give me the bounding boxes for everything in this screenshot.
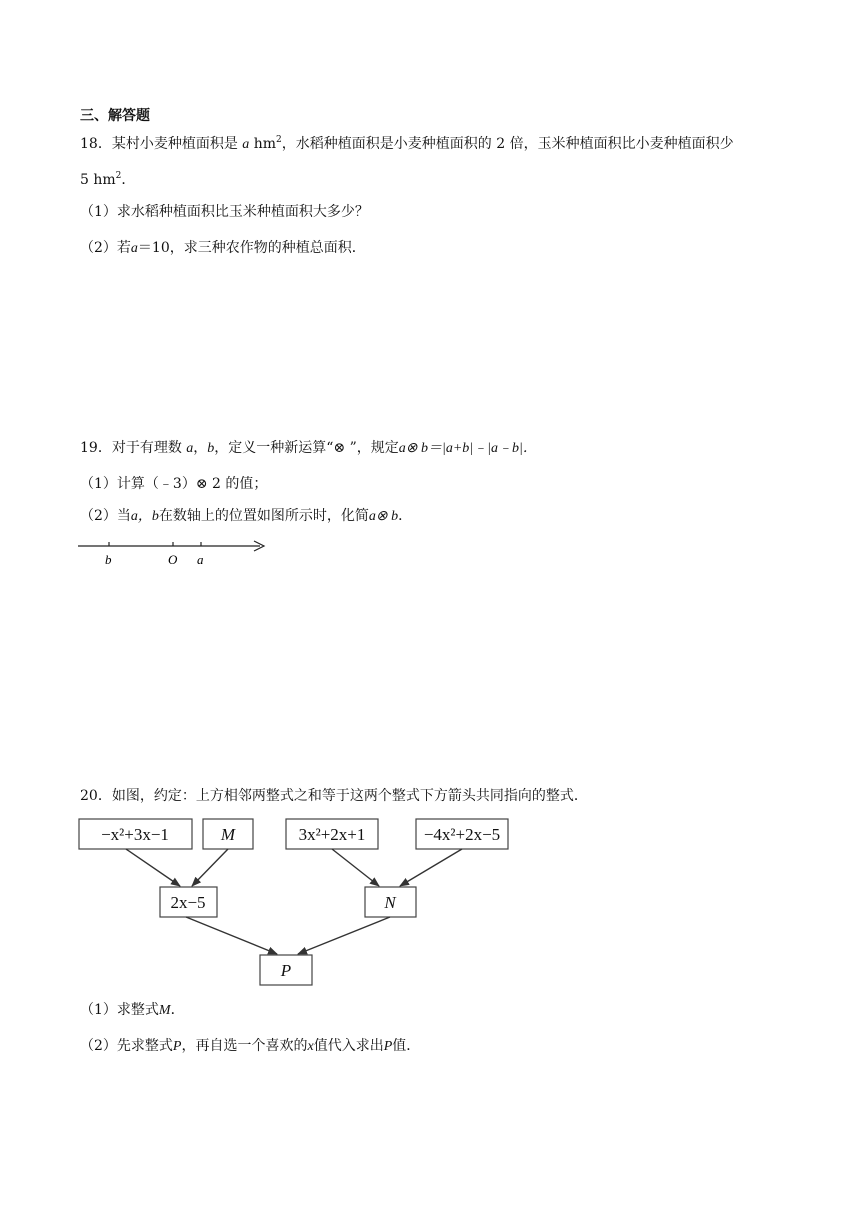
arrow-midn-p xyxy=(298,917,390,954)
expr-bottom-p: P xyxy=(280,961,292,980)
arrow-top4-midn xyxy=(400,849,462,886)
q19-text-a: 对于有理数 xyxy=(111,440,182,456)
q20-part1 xyxy=(80,1000,185,1021)
q19-part1: （1）计算（﹣3）⊗ 2 的值； xyxy=(80,476,268,492)
q20-part2-mid: ，再自选一个喜欢的 xyxy=(181,1038,308,1054)
q19-formula: a⊗ b＝|a+b|﹣|a﹣b|． xyxy=(398,441,537,456)
q18-part2-pre: （2）若 xyxy=(80,240,131,256)
polynomial-tree-diagram xyxy=(76,816,516,992)
number-line-figure xyxy=(76,538,276,570)
unit-hm-2: hm xyxy=(93,172,116,188)
expr-mid-n: N xyxy=(384,893,396,912)
q18-part2 xyxy=(80,238,366,259)
q18-number-5: 5 xyxy=(80,172,89,188)
q20-number: 20． xyxy=(80,788,112,804)
expr-top-4: −4x²+2x−5 xyxy=(423,825,501,844)
var-a: a xyxy=(242,137,250,152)
unit-exponent-2: 2 xyxy=(115,171,122,181)
q18-part2-eq: ＝10 xyxy=(137,240,170,256)
q18-stem xyxy=(80,134,734,155)
q20-part1-end: ． xyxy=(170,1002,185,1018)
q19-number: 19． xyxy=(80,440,112,456)
q18-part2-var: a xyxy=(130,241,138,256)
label-a: a xyxy=(197,552,204,567)
q20-part2-var2: P xyxy=(383,1039,393,1054)
q20-text: 如图，约定：上方相邻两整式之和等于这两个整式下方箭头共同指向的整式． xyxy=(111,788,588,804)
q20-part2-var: P xyxy=(172,1039,182,1054)
q20-stem xyxy=(80,786,588,806)
unit-exponent: 2 xyxy=(276,135,282,145)
q18-text-a: 某村小麦种植面积是 xyxy=(111,136,238,152)
q20-part2-pre: （2）先求整式 xyxy=(80,1038,173,1054)
unit-hm: hm xyxy=(253,136,277,152)
q20-part1-pre: （1）求整式 xyxy=(80,1002,159,1018)
q18-stem-line2 xyxy=(80,170,135,190)
q18-part2-post: ，求三种农作物的种植总面积． xyxy=(169,240,366,256)
arrow-top3-midn xyxy=(332,849,379,886)
q19-text-b: ，定义一种新运算“⊗ ”，规定 xyxy=(214,440,399,456)
q20-part2-end: 值． xyxy=(392,1038,421,1054)
q18-text-b: ，水稻种植面积是小麦种植面积的 2 倍，玉米种植面积比小麦种植面积少 xyxy=(281,136,734,152)
q18-part1: （1）求水稻种植面积比玉米种植面积大多少？ xyxy=(80,204,369,220)
label-origin: O xyxy=(168,552,178,567)
expr-top-1: −x²+3x−1 xyxy=(101,825,169,844)
q18-end-mark: ． xyxy=(121,172,136,188)
q19-var-b: b xyxy=(207,441,215,456)
q20-part2 xyxy=(80,1036,420,1057)
arrow-mid1-p xyxy=(186,917,277,954)
expr-top-m: M xyxy=(220,825,236,844)
q20-part2-x: x xyxy=(307,1039,314,1054)
q19-part2 xyxy=(80,506,412,527)
q19-sep: ， xyxy=(193,440,208,456)
q19-part2-mid: 在数轴上的位置如图所示时，化简 xyxy=(158,508,369,524)
q20-part1-var: M xyxy=(158,1003,171,1018)
q19-stem xyxy=(80,438,537,459)
q18-number: 18． xyxy=(80,136,112,152)
q19-part2-expr: a⊗ b xyxy=(368,509,399,524)
arrow-topm-mid1 xyxy=(192,849,228,886)
arrow-top1-mid1 xyxy=(126,849,180,886)
q19-part2-pre: （2）当 xyxy=(80,508,131,524)
expr-mid-1: 2x−5 xyxy=(170,893,206,912)
q19-part2-end: ． xyxy=(398,508,413,524)
section-title: 三、解答题 xyxy=(80,108,150,124)
q19-part2-vars: a，b xyxy=(130,509,159,524)
expr-top-3: 3x²+2x+1 xyxy=(298,825,366,844)
q20-part2-mid2: 值代入求出 xyxy=(313,1038,384,1054)
q19-var-a: a xyxy=(186,441,194,456)
label-b: b xyxy=(105,552,112,567)
